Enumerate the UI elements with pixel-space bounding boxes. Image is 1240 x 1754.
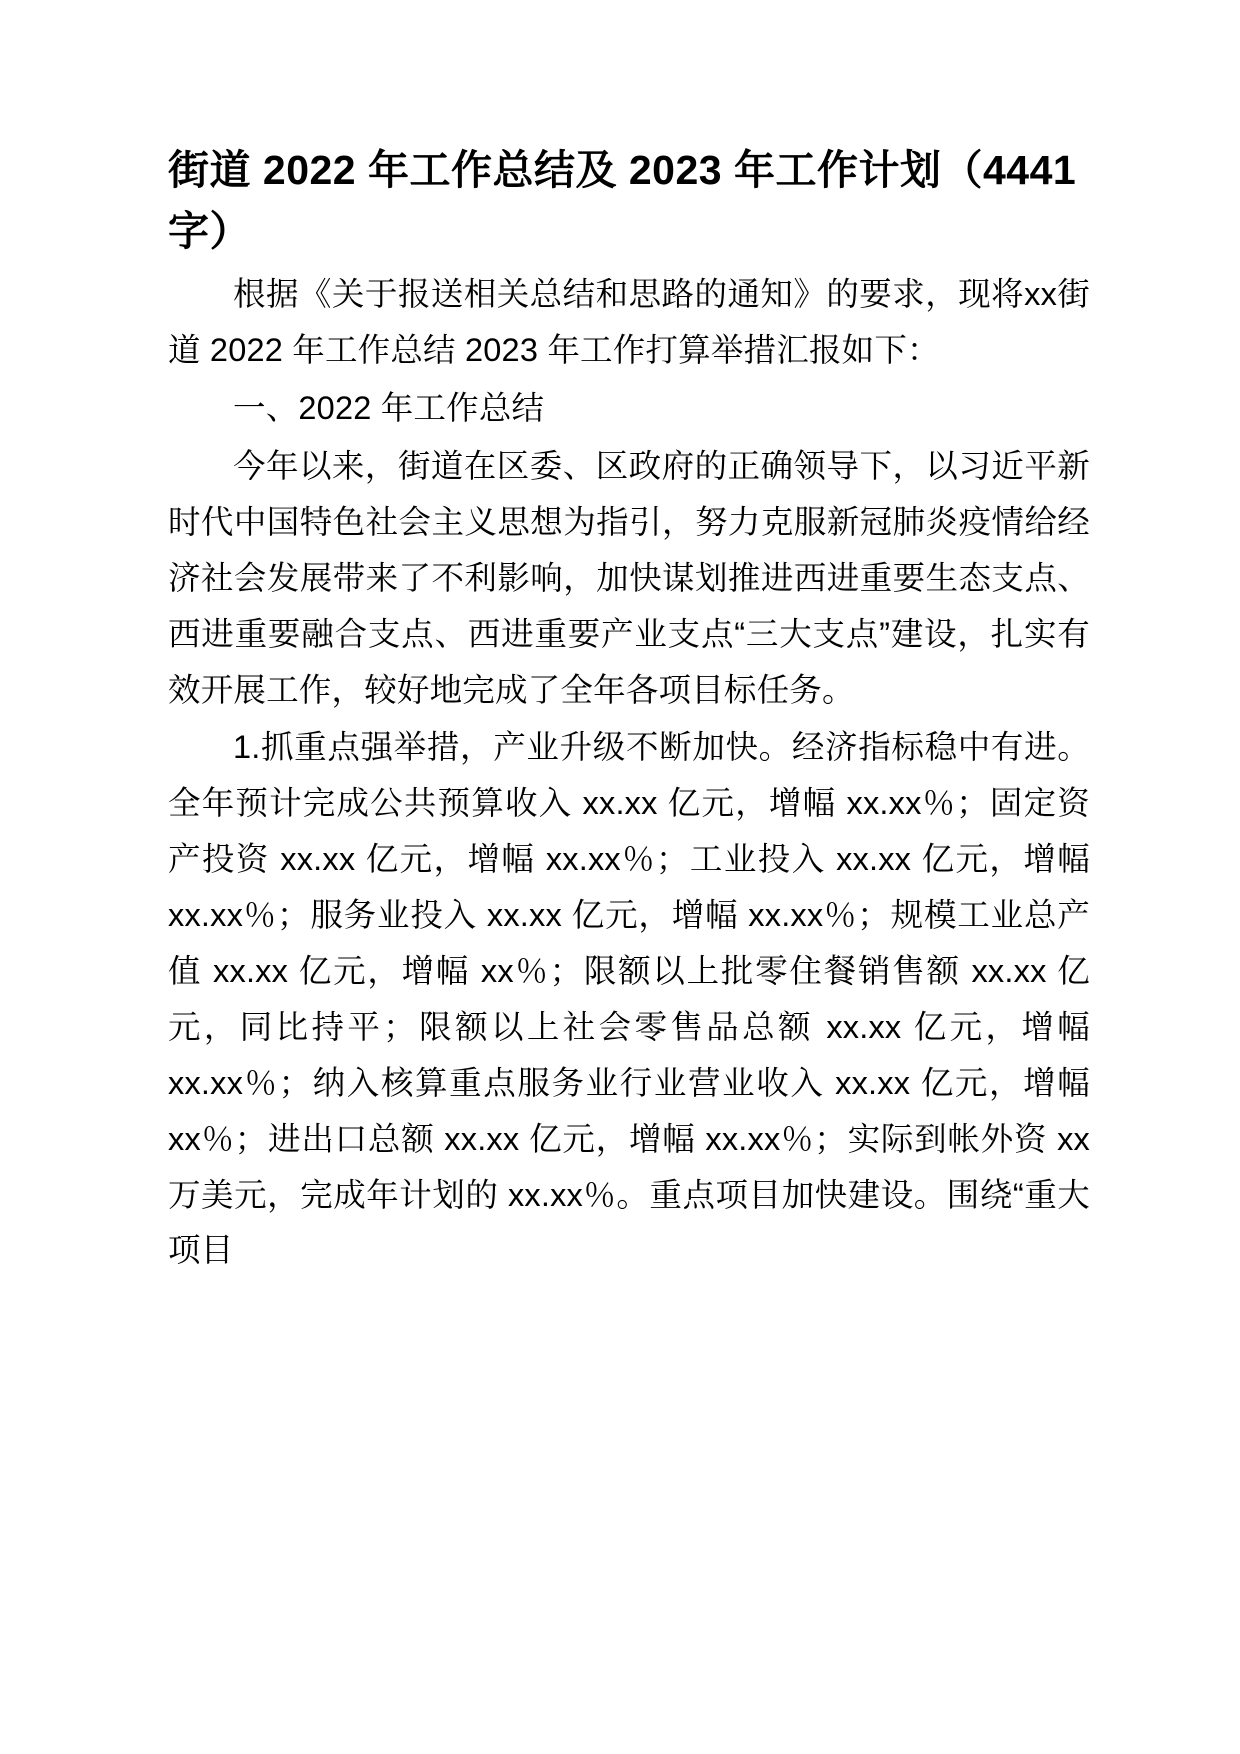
paragraph-overview: 今年以来，街道在区委、区政府的正确领导下，以习近平新时代中国特色社会主义思想为指引，努力克服新冠肺炎疫情给经济社会发展带来了不利影响，加快谋划推进西进重要生态支点、西进重要融合支点、西进重要产业支点“三大支点”建设，扎实有效开展工作，较好地完成了全年各项目标任务。 [168,448,1090,708]
paragraph-section-heading: 一、2022 年工作总结 [233,390,545,427]
paragraph-intro: 根据《关于报送相关总结和思路的通知》的要求，现将xx街道 2022 年工作总结 2023 年工作打算举措汇报如下： [168,276,1090,369]
paragraph-item-1: 1.抓重点强举措，产业升级不断加快。经济指标稳中有进。全年预计完成公共预算收入 xx.xx 亿元，增幅 xx.xx％；固定资产投资 xx.xx 亿元，增幅 xx.xx％；工业投入 xx.xx 亿元，增幅 xx.xx％；服务业投入 xx.xx 亿元，增幅 xx.xx％；规模工业总产值 xx.xx 亿元，增幅 xx％；限额以上批零住餐销售额 xx.xx 亿元，同比持平；限额以上社会零售品总额 xx.xx 亿元，增幅 xx.xx％；纳入核算重点服务业行业营业收入 xx.xx 亿元，增幅 xx％；进出口总额 xx.xx 亿元，增幅 xx.xx％；实际到帐外资 xx 万美元，完成年计划的 xx.xx％。重点项目加快建设。围绕“重大项目 [168,729,1090,1269]
page-title: 街道 2022 年工作总结及 2023 年工作计划（4441 字） [168,147,1077,254]
